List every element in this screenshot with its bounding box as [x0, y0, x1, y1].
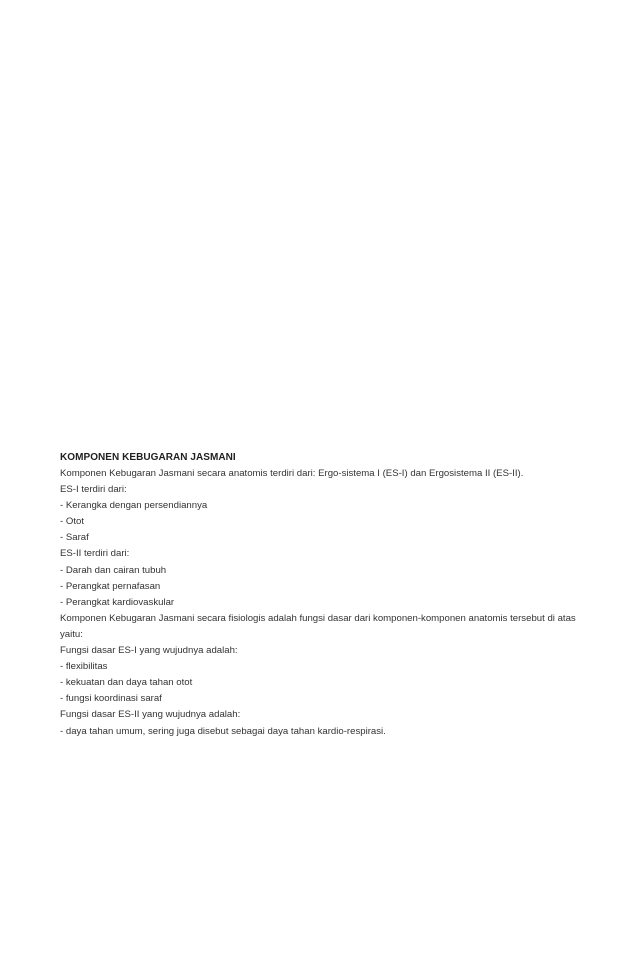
text-line-es2-heading: ES-II terdiri dari: — [60, 548, 130, 560]
text-line-es2-item: - Darah dan cairan tubuh — [60, 564, 167, 576]
text-line-physiology-cont: yaitu: — [60, 628, 83, 640]
text-line-es2-item: - Perangkat pernafasan — [60, 580, 161, 592]
text-line-es1-function-item: - kekuatan dan daya tahan otot — [60, 677, 193, 689]
text-line-es1-item: - Otot — [60, 516, 84, 528]
text-line-physiology: Komponen Kebugaran Jasmani secara fisiologis adalah fungsi dasar dari komponen-komponen anatomis tersebut di atas — [60, 612, 576, 624]
text-line-es2-function-heading: Fungsi dasar ES-II yang wujudnya adalah: — [60, 709, 241, 721]
text-line-es1-function-item: - flexibilitas — [60, 661, 108, 673]
document-title: KOMPONEN KEBUGARAN JASMANI — [60, 452, 236, 463]
text-line-es1-item: - Saraf — [60, 532, 89, 544]
text-line-es1-heading: ES-I terdiri dari: — [60, 484, 127, 496]
text-line-intro: Komponen Kebugaran Jasmani secara anatomis terdiri dari: Ergo-sistema I (ES-I) dan Ergosistema II (ES-II). — [60, 468, 524, 479]
text-line-es1-item: - Kerangka dengan persendiannya — [60, 500, 208, 512]
document-content — [60, 450, 590, 740]
text-line-es2-function-item: - daya tahan umum, sering juga disebut sebagai daya tahan kardio-respirasi. — [60, 725, 386, 737]
text-line-es1-function-heading: Fungsi dasar ES-I yang wujudnya adalah: — [60, 645, 238, 657]
text-line-es2-item: - Perangkat kardiovaskular — [60, 596, 175, 608]
text-line-es1-function-item: - fungsi koordinasi saraf — [60, 693, 162, 705]
